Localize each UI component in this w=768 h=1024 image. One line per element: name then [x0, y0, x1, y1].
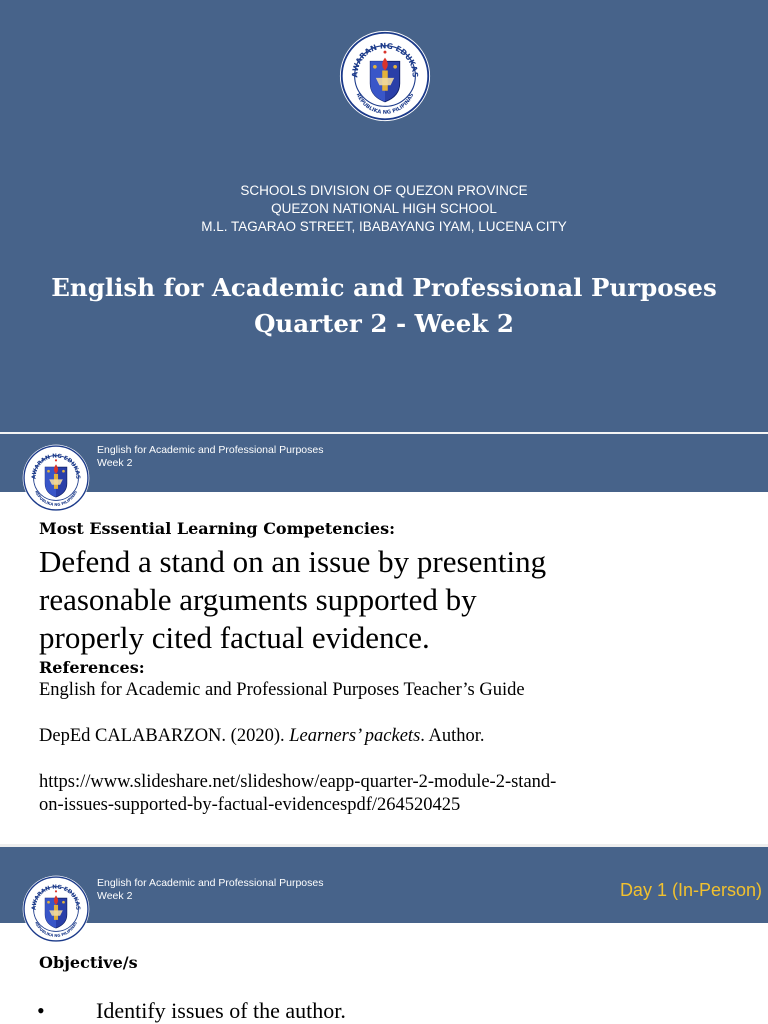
reference-deped-packets	[39, 726, 485, 747]
competencies-heading: Most Essential Learning Competencies:	[39, 519, 396, 538]
header-week: Week 2	[97, 457, 133, 469]
school-name: QUEZON NATIONAL HIGH SCHOOL	[271, 201, 497, 216]
reference-publisher: . Author.	[420, 726, 485, 746]
day-label: Day 1 (In-Person)	[619, 880, 762, 900]
reference-url-line: https://www.slideshare.net/slideshow/eapp-quarter-2-module-2-stand-	[39, 772, 557, 792]
slide-header	[0, 434, 768, 492]
slide-header	[0, 847, 768, 923]
reference-title: Learners’ packets	[289, 726, 421, 746]
reference-author: DepEd CALABARZON. (2020).	[39, 726, 290, 746]
school-division: SCHOOLS DIVISION OF QUEZON PROVINCE	[240, 183, 528, 198]
deped-seal-icon	[22, 875, 90, 943]
bullet-marker: •	[37, 998, 45, 1023]
header-subject: English for Academic and Professional Purposes	[97, 444, 324, 456]
title-slide	[0, 0, 768, 432]
deped-seal-icon	[22, 444, 90, 512]
objective-item: Identify issues of the author.	[96, 998, 346, 1023]
header-subject: English for Academic and Professional Purposes	[97, 877, 324, 889]
deped-seal-icon	[339, 30, 431, 122]
main-title	[0, 270, 768, 342]
competency-text	[39, 543, 759, 657]
competency-line: Defend a stand on an issue by presenting	[39, 544, 547, 579]
objectives-heading: Objective/s	[39, 953, 138, 972]
competency-line: reasonable arguments supported by	[39, 582, 477, 617]
subject-title: English for Academic and Professional Purposes	[51, 273, 717, 302]
school-info	[0, 182, 768, 236]
competency-line: properly cited factual evidence.	[39, 620, 430, 655]
quarter-week-title: Quarter 2 - Week 2	[254, 309, 514, 338]
reference-url-line: on-issues-supported-by-factual-evidencespdf/264520425	[39, 795, 461, 815]
reference-teachers-guide: English for Academic and Professional Purposes Teacher’s Guide	[39, 680, 525, 700]
school-address: M.L. TAGARAO STREET, IBABAYANG IYAM, LUCENA CITY	[201, 219, 567, 234]
header-text	[97, 877, 323, 903]
header-week: Week 2	[97, 890, 133, 902]
references-heading: References:	[39, 658, 145, 677]
header-text	[97, 444, 323, 470]
